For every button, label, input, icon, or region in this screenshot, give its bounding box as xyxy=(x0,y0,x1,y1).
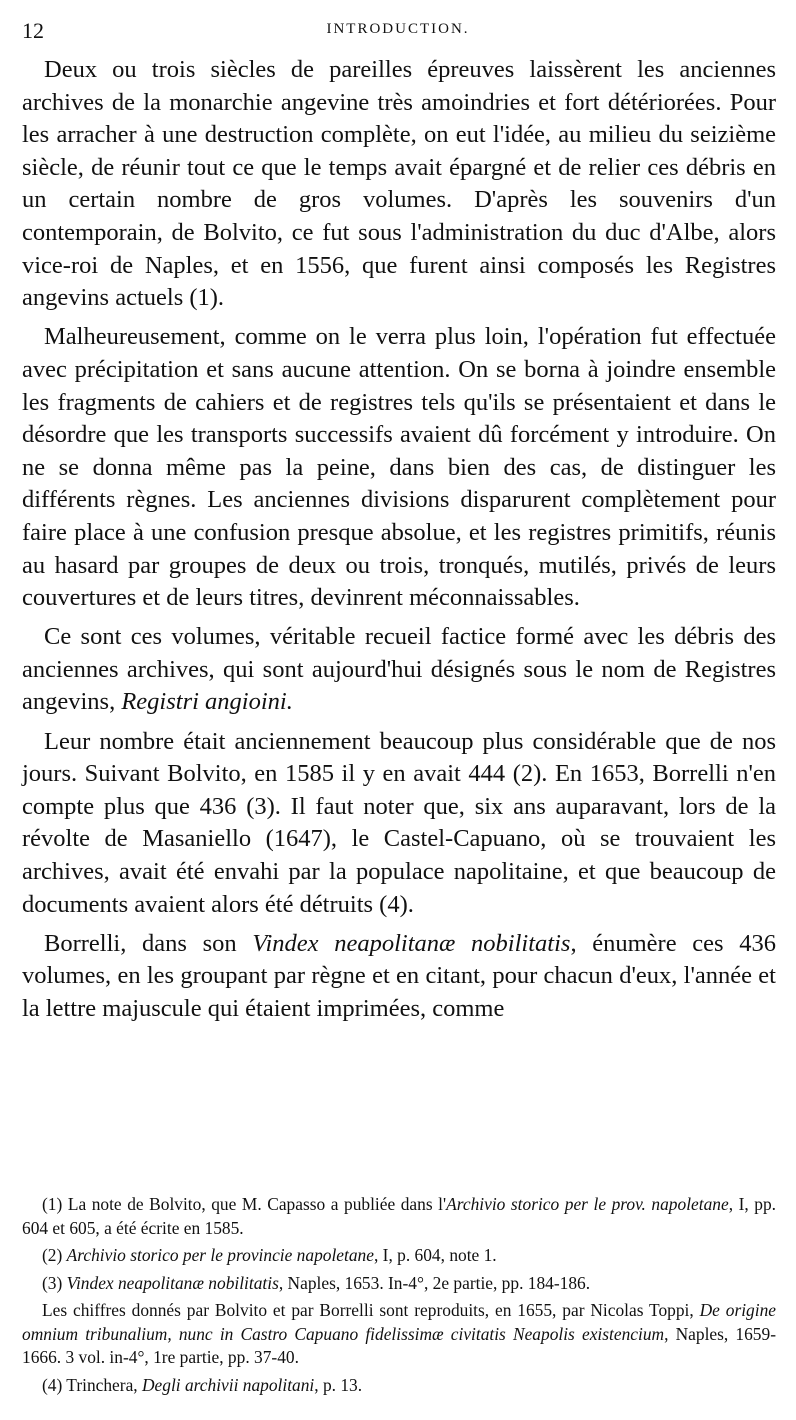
paragraph-5-text-end: , énumère ces 436 volumes, en les groupant par règne et en citant, pour chacun d'eux, l'année et la lettre majuscule qui étaient imprimées, comme xyxy=(22,929,776,1022)
footnotes xyxy=(22,1193,776,1401)
footnote-3-text-end: , Naples, 1653. In-4°, 2e partie, pp. 184-186. xyxy=(278,1272,591,1293)
footnote-2-title: Archivio storico per le provincie napoletane xyxy=(66,1245,374,1265)
paragraph-5 xyxy=(22,928,776,1026)
paragraph-1: Deux ou trois siècles de pareilles épreuves laissèrent les anciennes archives de la monarchie angevine très amoindries et fort détériorées. Pour les arracher à une destruction complète, on eut l'idée, au milieu du seizième siècle, de réunir tout ce que le temps avait épargné et de relier ces débris en un certain nombre de gros volumes. D'après les souvenirs d'un contemporain, de Bolvito, ce fut sous l'administration du duc d'Albe, alors vice-roi de Naples, et en 1556, que furent ainsi composés les Registres angevins actuels (1). xyxy=(22,56,776,312)
page-header xyxy=(22,18,774,46)
footnote-3-cont-title: De origine omnium tribunalium, nunc in Castro Capuano fidelissimæ civitatis Neapolis existencium xyxy=(22,1300,776,1344)
footnote-1-text-start: (1) La note de Bolvito, que M. Capasso a publiée dans l' xyxy=(42,1194,447,1214)
paragraph-5-text-start: Borrelli, dans son xyxy=(44,929,253,957)
footnote-3-continued xyxy=(22,1299,776,1370)
running-head: INTRODUCTION. xyxy=(326,21,470,37)
paragraph-2: Malheureusement, comme on le verra plus loin, l'opération fut effectuée avec précipitation et sans aucune attention. On se borna à joindre ensemble les fragments de cahiers et de registres tels qu'ils se présentaient et dans le désordre que les transports successifs avaient dû forcément y introduire. On ne se donna même pas la peine, dans bien des cas, de distinguer les différents règnes. Les anciennes divisions disparurent complètement pour faire place à une confusion presque absolue, et les registres primitifs, réunis au hasard par groupes de deux ou trois, tronqués, mutilés, privés de leurs couvertures et de leurs titres, devinrent méconnaissables. xyxy=(22,323,776,612)
paragraph-3 xyxy=(22,621,776,719)
footnote-4-text-end: , p. 13. xyxy=(314,1374,363,1395)
footnote-1 xyxy=(22,1193,776,1240)
body-text xyxy=(22,54,776,1032)
footnote-3-cont-end: , Naples, 1659-1666. 3 vol. in-4°, 1re partie, pp. 37-40. xyxy=(22,1323,776,1367)
footnote-1-text-end: , I, pp. 604 et 605, a été écrite en 1585. xyxy=(22,1194,777,1238)
footnote-4-title: Degli archivii napolitani xyxy=(141,1374,315,1395)
paragraph-3-text: Ce sont ces volumes, véritable recueil factice formé avec les débris des anciennes archives, qui sont aujourd'hui désignés sous le nom de Registres angevins, xyxy=(22,623,776,716)
footnote-3 xyxy=(22,1272,776,1296)
footnote-2 xyxy=(22,1244,776,1268)
paragraph-4: Leur nombre était anciennement beaucoup plus considérable que de nos jours. Suivant Bolvito, en 1585 il y en avait 444 (2). En 1653, Borrelli n'en compte plus que 436 (3). Il faut noter que, six ans auparavant, lors de la révolte de Masaniello (1647), le Castel-Capuano, où se trouvaient les archives, avait été envahi par la populace napolitaine, et que beaucoup de documents avaient alors été détruits (4). xyxy=(22,727,776,918)
footnote-3-marker: (3) xyxy=(42,1272,67,1293)
footnote-4-marker: (4) Trinchera, xyxy=(42,1374,142,1395)
registri-angioini-title: Registri angioini. xyxy=(121,688,293,716)
footnote-4 xyxy=(22,1374,776,1398)
footnote-2-marker: (2) xyxy=(42,1245,67,1265)
footnote-1-title: Archivio storico per le prov. napoletane xyxy=(446,1194,729,1214)
footnote-3-title: Vindex neapolitanæ nobilitatis xyxy=(66,1272,279,1293)
footnote-2-text-end: , I, p. 604, note 1. xyxy=(373,1245,497,1265)
page-number: 12 xyxy=(22,18,44,43)
vindex-title: Vindex neapolitanæ nobilitatis xyxy=(252,929,571,957)
footnote-3-cont-start: Les chiffres donnés par Bolvito et par Borrelli sont reproduits, en 1655, par Nicolas Toppi, xyxy=(42,1300,700,1320)
